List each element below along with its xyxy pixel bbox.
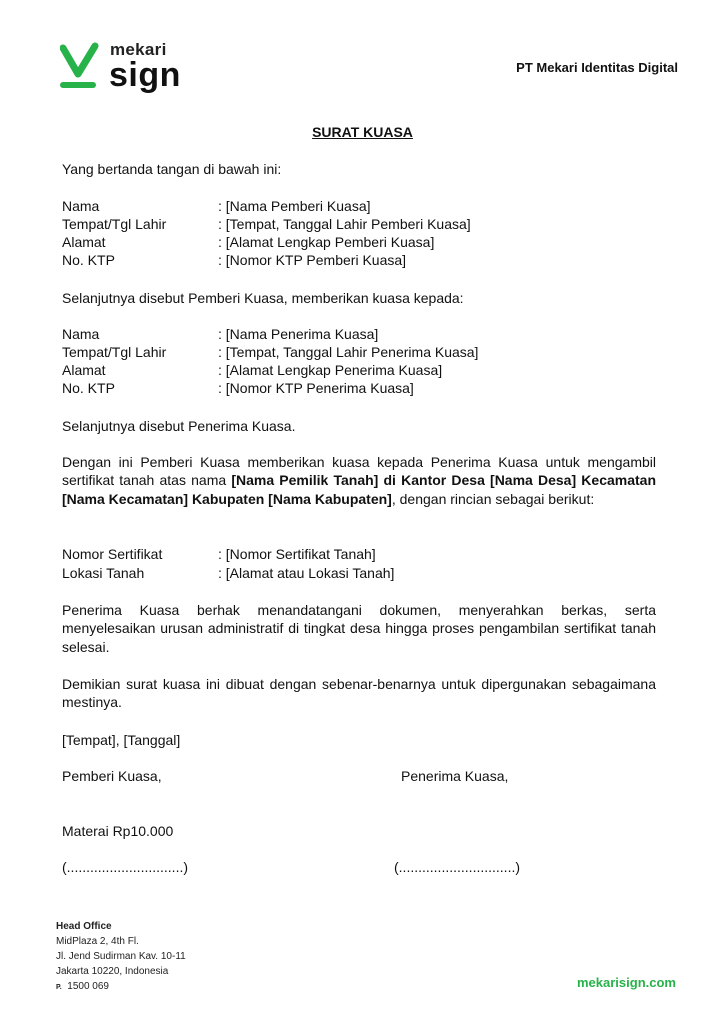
field-label: No. KTP (62, 380, 115, 396)
phone-prefix: P. (56, 984, 62, 991)
logo-text-mekari: mekari (110, 40, 167, 59)
field-value: : [Alamat Lengkap Pemberi Kuasa] (218, 234, 435, 250)
signature-line-left: (..............................) (62, 859, 189, 875)
checkmark-logo-icon (60, 42, 100, 90)
field-value: : [Alamat atau Lokasi Tanah] (218, 565, 395, 581)
detail-row-certificate (62, 545, 656, 564)
field-label: Alamat (62, 234, 106, 250)
website-link[interactable]: mekarisign.com (577, 975, 676, 990)
field-value: : [Nomor KTP Pemberi Kuasa] (218, 252, 407, 268)
grantee-outro-text: Selanjutnya disebut Penerima Kuasa. (62, 418, 296, 434)
field-value: : [Nama Penerima Kuasa] (218, 326, 379, 342)
mandate-text-start: Dengan ini Pemberi Kuasa memberikan kuasa kepada Penerima Kuasa untuk mengambil sertifikat tanah atas nama (62, 454, 656, 489)
grantee-row-address (62, 361, 656, 380)
grantor-outro-text: Selanjutnya disebut Pemberi Kuasa, memberikan kuasa kepada: (62, 290, 464, 306)
field-value: : [Nomor KTP Penerima Kuasa] (218, 380, 414, 396)
grantee-row-birth (62, 343, 656, 362)
document-title: SURAT KUASA (312, 124, 413, 140)
mandate-paragraph (62, 453, 656, 508)
field-label: Nomor Sertifikat (62, 546, 163, 562)
grantee-row-name (62, 325, 656, 344)
signer-right-label: Penerima Kuasa, (401, 768, 509, 784)
field-value: : [Alamat Lengkap Penerima Kuasa] (218, 362, 443, 378)
address-line-3: Jakarta 10220, Indonesia (56, 966, 169, 977)
phone-line (56, 979, 186, 995)
grantor-row-birth (62, 215, 656, 234)
grantor-row-ktp (62, 251, 656, 270)
address-line-2: Jl. Jend Sudirman Kav. 10-11 (56, 951, 186, 962)
mekari-sign-logo (60, 40, 190, 100)
field-value: : [Tempat, Tanggal Lahir Pemberi Kuasa] (218, 216, 471, 232)
signature-line-right: (..............................) (394, 859, 521, 875)
field-label: Nama (62, 326, 100, 342)
address-line-1: MidPlaza 2, 4th Fl. (56, 936, 139, 947)
field-value: : [Nama Pemberi Kuasa] (218, 198, 371, 214)
field-label: Lokasi Tanah (62, 565, 145, 581)
mandate-land-details: [Nama Pemilik Tanah] di Kantor Desa [Nama Desa] Kecamatan [Nama Kecamatan] Kabupaten [Nama Kabupaten] (62, 472, 657, 507)
field-label: Nama (62, 198, 100, 214)
field-value: : [Nomor Sertifikat Tanah] (218, 546, 376, 562)
field-label: Tempat/Tgl Lahir (62, 216, 167, 232)
authority-paragraph: Penerima Kuasa berhak menandatangani dokumen, menyerahkan berkas, serta menyelesaikan urusan administratif di tingkat desa hingga proses pengambilan sertifikat tanah selesai. (62, 602, 656, 655)
head-office-label: Head Office (56, 921, 112, 932)
phone-number: 1500 069 (67, 981, 109, 992)
mandate-text-end: , dengan rincian sebagai berikut: (391, 490, 595, 507)
field-label: No. KTP (62, 252, 115, 268)
closing-paragraph: Demikian surat kuasa ini dibuat dengan sebenar-benarnya untuk dipergunakan sebagaimana mestinya. (62, 676, 656, 711)
field-label: Tempat/Tgl Lahir (62, 344, 167, 360)
grantor-row-name (62, 197, 656, 216)
place-date: [Tempat], [Tanggal] (62, 732, 181, 748)
grantee-row-ktp (62, 379, 656, 398)
intro-text: Yang bertanda tangan di bawah ini: (62, 161, 282, 177)
field-label: Alamat (62, 362, 106, 378)
logo-text-sign: sign (109, 56, 181, 94)
footer-address (56, 919, 186, 995)
company-name: PT Mekari Identitas Digital (516, 60, 678, 75)
grantor-row-address (62, 233, 656, 252)
detail-row-location (62, 564, 656, 583)
signer-left-label: Pemberi Kuasa, (62, 768, 162, 784)
field-value: : [Tempat, Tanggal Lahir Penerima Kuasa] (218, 344, 479, 360)
materai-text: Materai Rp10.000 (62, 823, 174, 839)
